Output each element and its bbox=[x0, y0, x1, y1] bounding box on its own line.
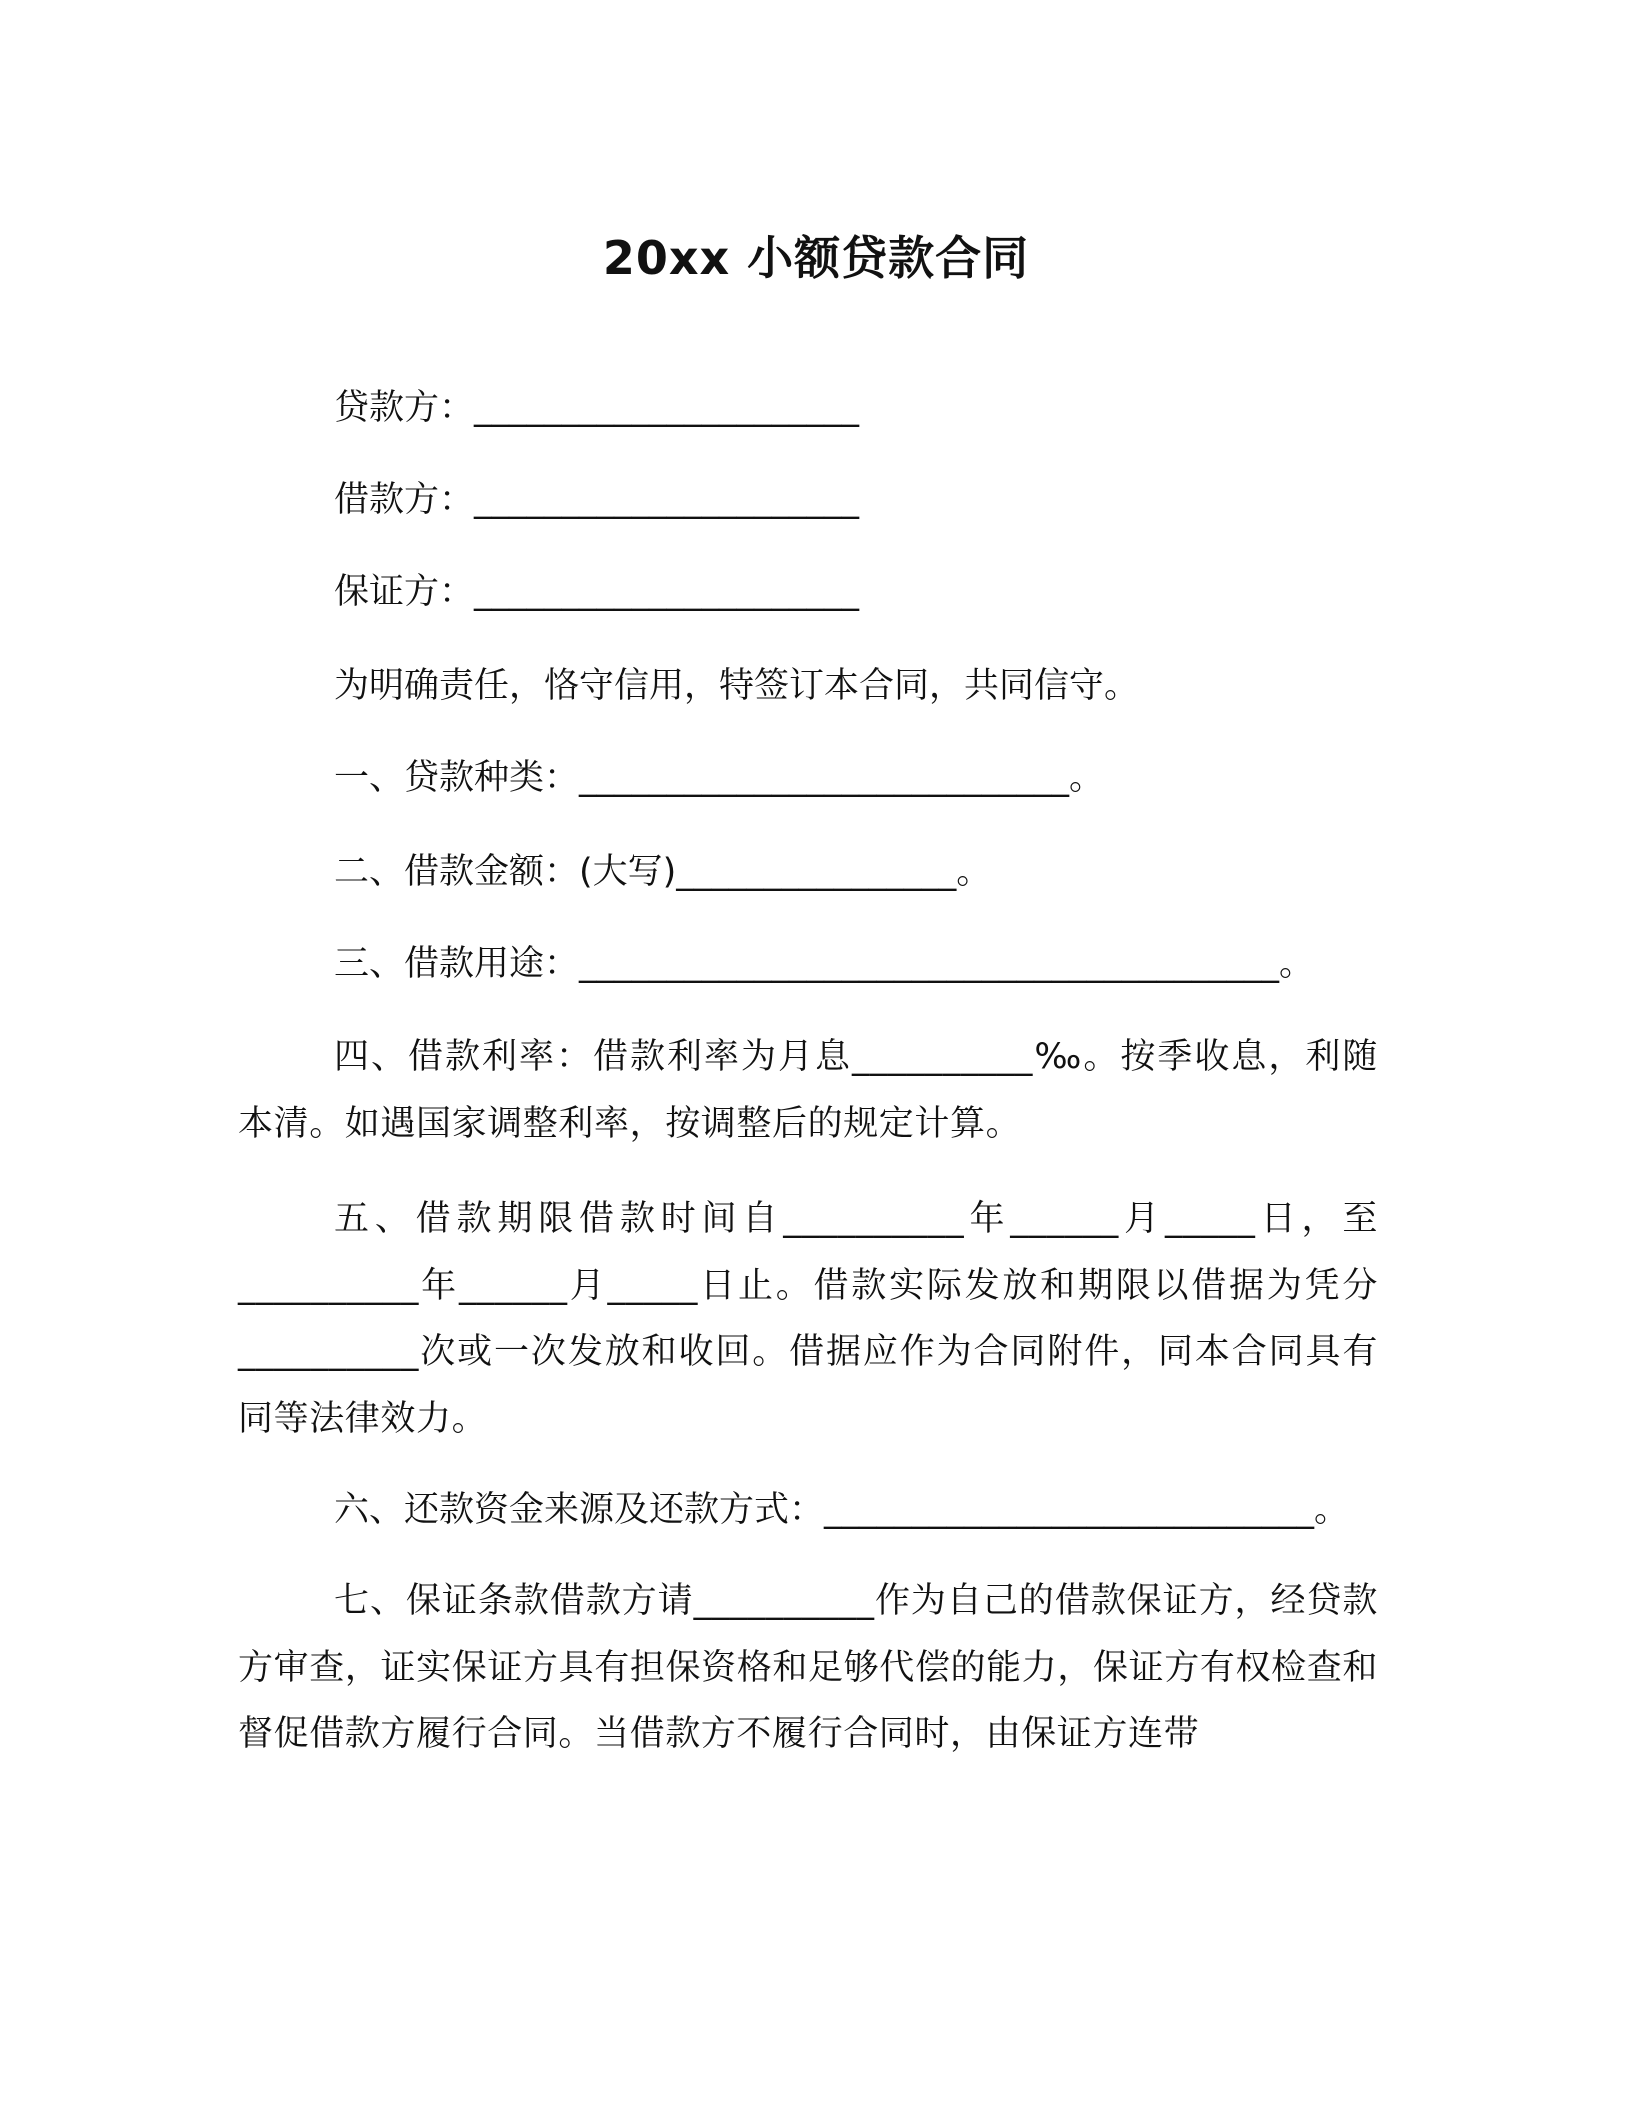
clause-4-interest-rate: 四、借款利率：借款利率为月息__________‰。按季收息，利随本清。如遇国家调整利率，按调整后的规定计算。 bbox=[238, 1037, 1378, 1144]
clause-7-guarantee: 七、保证条款借款方请__________作为自己的借款保证方，经贷款方审查，证实保证方具有担保资格和足够代偿的能力，保证方有权检查和督促借款方履行合同。当借款方不履行合同时，由保证方连带 bbox=[238, 1581, 1378, 1754]
clause-5-loan-term: 五、借款期限借款时间自__________年______月_____日，至__________年______月_____日止。借款实际发放和期限以借据为凭分__________次或一次发放和收回。借据应作为合同附件，同本合同具有同等法律效力。 bbox=[238, 1199, 1378, 1439]
borrower-line: 借款方：______________________ bbox=[334, 480, 860, 520]
guarantor-line: 保证方：______________________ bbox=[334, 572, 860, 612]
document-title: 20xx 小额贷款合同 bbox=[602, 231, 1030, 285]
clause-6-repayment: 六、还款资金来源及还款方式：____________________________。 bbox=[334, 1490, 1350, 1530]
clause-3-purpose: 三、借款用途：________________________________________。 bbox=[334, 944, 1315, 984]
clause-1-loan-type: 一、贷款种类：____________________________。 bbox=[334, 758, 1105, 798]
lender-line: 贷款方：______________________ bbox=[334, 388, 860, 428]
intro-line: 为明确责任，恪守信用，特签订本合同，共同信守。 bbox=[334, 666, 1140, 706]
clause-2-amount: 二、借款金额：(大写)________________。 bbox=[334, 852, 992, 892]
